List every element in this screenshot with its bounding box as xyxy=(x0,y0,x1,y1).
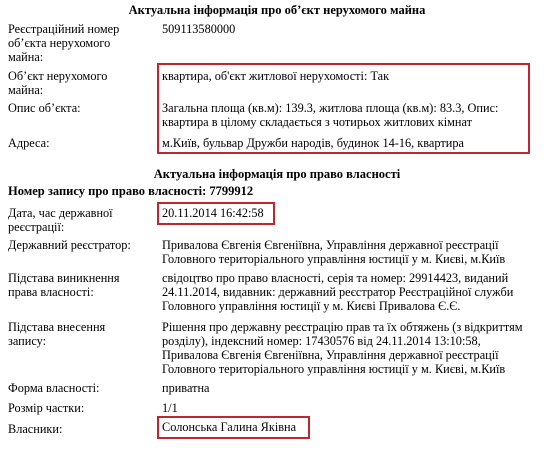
label-property-object-line2: майна: xyxy=(8,83,44,97)
label-share-size: Розмір частки: xyxy=(8,401,85,415)
value-address: м.Київ, бульвар Дружби народів, будинок 14-16, квартира xyxy=(162,136,464,150)
label-ownership-basis-line1: Підстава виникнення xyxy=(8,271,120,285)
value-entry-basis-line4: Головного територіального управління юстиції у м. Києві, м.Київ xyxy=(162,362,506,376)
label-owners: Власники: xyxy=(8,422,63,436)
value-registrar-line1: Привалова Євгенія Євгеніївна, Управління державної реєстрації xyxy=(162,238,499,252)
label-registration-number-line3: майна: xyxy=(8,50,44,64)
value-ownership-basis-line1: свідоцтво про право власності, серія та номер: 29914423, виданий xyxy=(162,271,509,285)
value-registration-number: 509113580000 xyxy=(162,22,236,36)
label-registrar: Державний реєстратор: xyxy=(8,238,131,252)
label-description: Опис об’єкта: xyxy=(8,101,81,115)
value-owners: Солонська Галина Яківна xyxy=(162,420,297,434)
label-ownership-basis-line2: права власності: xyxy=(8,285,94,299)
value-entry-basis-line2: розділу), індексний номер: 17430576 від 24.11.2014 13:10:58, xyxy=(162,334,481,348)
value-share-size: 1/1 xyxy=(162,401,178,415)
value-ownership-basis-line3: Головного управління юстиції у м. Києві Привалова Є.Є. xyxy=(162,299,461,313)
label-registration-number-line2: об’єкта нерухомого xyxy=(8,36,111,50)
section-title-property: Актуальна інформація про об’єкт нерухомого майна xyxy=(128,3,426,17)
value-entry-basis-line3: Привалова Євгенія Євгеніївна, Управління державної реєстрації xyxy=(162,348,499,362)
label-registration-date-line1: Дата, час державної xyxy=(8,206,113,220)
value-registrar-line2: Головного територіального управління юстиції у м. Києві, м.Київ xyxy=(162,252,506,266)
value-ownership-basis-line2: 24.11.2014, видавник: державний реєстратор Реєстраційної служби xyxy=(162,285,514,299)
value-property-object: квартира, об'єкт житлової нерухомості: Так xyxy=(162,69,390,83)
label-ownership-form: Форма власності: xyxy=(8,381,100,395)
label-registration-number-line1: Реєстраційний номер xyxy=(8,22,120,36)
label-property-object-line1: Об’єкт нерухомого xyxy=(8,69,108,83)
label-registration-date-line2: реєстрації: xyxy=(8,220,65,234)
label-address: Адреса: xyxy=(8,136,50,150)
record-number-line: Номер запису про право власності: 7799912 xyxy=(8,184,254,198)
label-entry-basis-line2: запису: xyxy=(8,334,47,348)
value-ownership-form: приватна xyxy=(162,381,210,395)
value-registration-date: 20.11.2014 16:42:58 xyxy=(162,206,264,220)
section-title-ownership: Актуальна інформація про право власності xyxy=(153,167,401,181)
value-description-line1: Загальна площа (кв.м): 139.3, житлова площа (кв.м): 83.3, Опис: xyxy=(162,101,499,115)
value-entry-basis-line1: Рішення про державну реєстрацію прав та їх обтяжень (з відкриттям xyxy=(162,320,523,334)
label-entry-basis-line1: Підстава внесення xyxy=(8,320,106,334)
value-description-line2: квартира в цілому складається з чотирьох житлових кімнат xyxy=(162,115,473,129)
